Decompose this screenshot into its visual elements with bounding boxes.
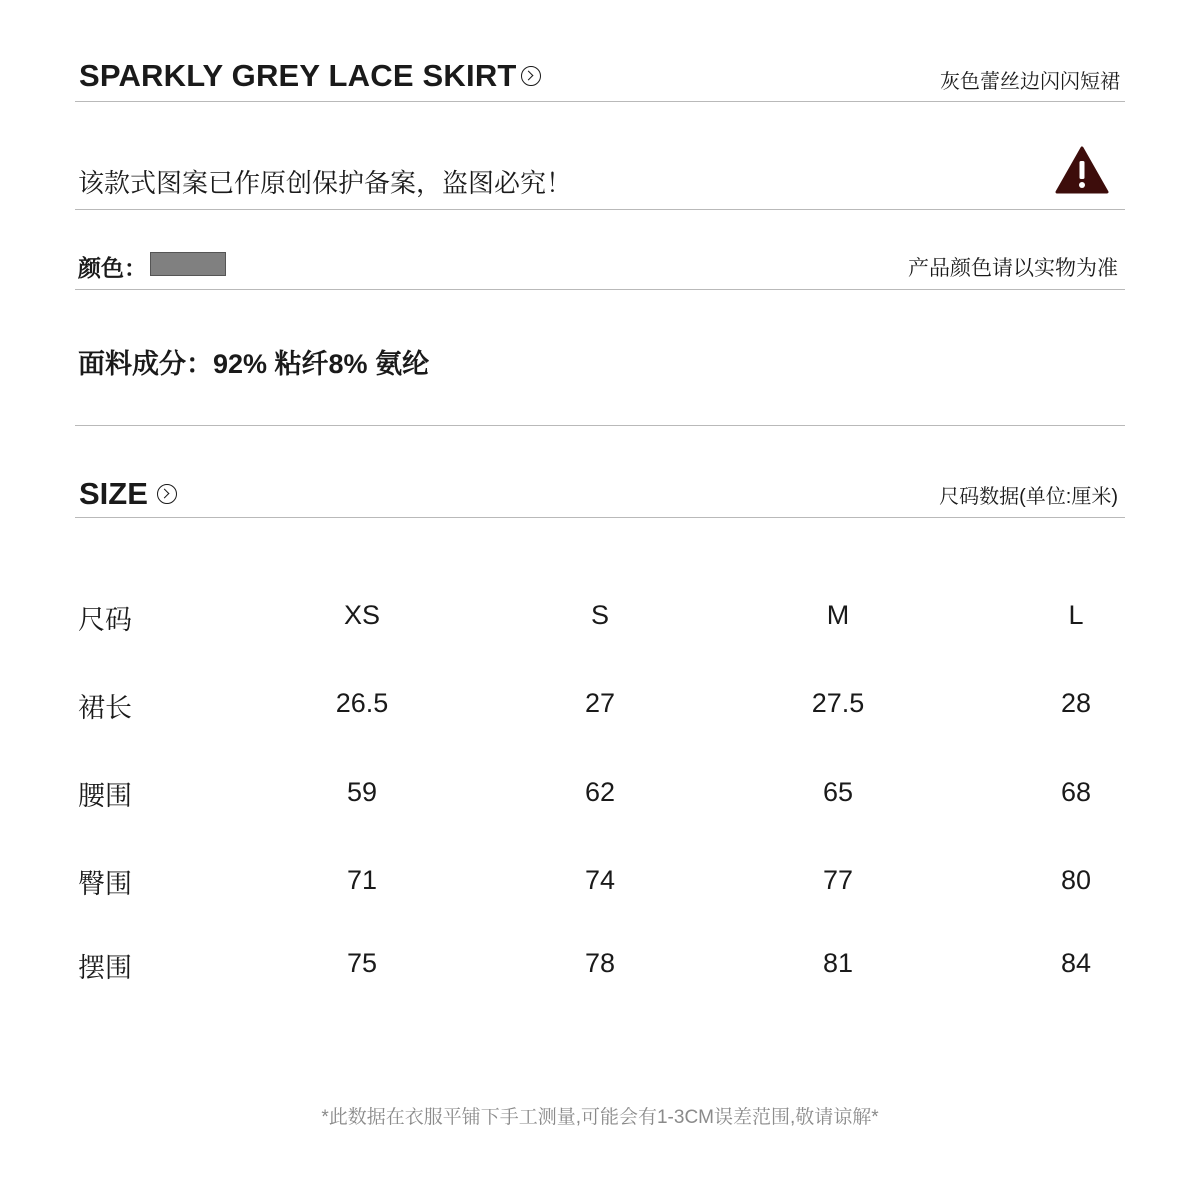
chevron-right-circle-icon <box>521 66 541 86</box>
chevron-right-circle-icon <box>157 484 177 504</box>
table-cell: 77 <box>822 865 854 895</box>
table-cell: 65 <box>822 777 854 807</box>
product-title <box>79 58 541 94</box>
size-header-cell: XS <box>343 600 381 630</box>
table-cell: 26.5 <box>335 688 389 718</box>
table-row-label: 裙长 <box>78 693 132 723</box>
table-cell: 75 <box>346 948 378 978</box>
table-cell: 27.5 <box>811 688 865 718</box>
divider <box>75 289 1125 290</box>
size-unit-note: 尺码数据(单位:厘米) <box>939 486 1118 508</box>
table-row-label: 摆围 <box>78 953 132 983</box>
size-header-label: 尺码 <box>78 605 132 635</box>
table-cell: 27 <box>584 688 616 718</box>
table-row-label: 腰围 <box>78 781 132 811</box>
divider <box>75 425 1125 426</box>
size-header-cell: M <box>826 600 850 630</box>
product-title-text: SPARKLY GREY LACE SKIRT <box>79 58 517 93</box>
color-label: 颜色： <box>78 255 147 281</box>
table-cell: 84 <box>1060 948 1092 978</box>
table-cell: 71 <box>346 865 378 895</box>
size-title <box>79 476 177 512</box>
color-note: 产品颜色请以实物为准 <box>908 257 1118 280</box>
table-cell: 74 <box>584 865 616 895</box>
copyright-notice: 该款式图案已作原创保护备案，盗图必究！ <box>78 168 573 198</box>
table-cell: 68 <box>1060 777 1092 807</box>
table-cell: 62 <box>584 777 616 807</box>
fabric-composition: 面料成分：92% 粘纤8% 氨纶 <box>78 349 430 379</box>
size-header-cell: L <box>1068 600 1084 630</box>
table-cell: 81 <box>822 948 854 978</box>
divider <box>75 101 1125 102</box>
table-row-label: 臀围 <box>78 869 132 899</box>
product-title-cn: 灰色蕾丝边闪闪短裙 <box>940 71 1120 93</box>
size-header-cell: S <box>590 600 609 630</box>
table-cell: 78 <box>584 948 616 978</box>
table-cell: 28 <box>1060 688 1092 718</box>
size-title-text: SIZE <box>79 476 148 511</box>
color-swatch <box>150 252 226 276</box>
divider <box>75 209 1125 210</box>
measurement-footnote: *此数据在衣服平铺下手工测量,可能会有1-3CM误差范围,敬请谅解* <box>321 1107 879 1128</box>
table-cell: 59 <box>346 777 378 807</box>
divider <box>75 517 1125 518</box>
table-cell: 80 <box>1060 865 1092 895</box>
warning-triangle-icon <box>1055 146 1109 194</box>
